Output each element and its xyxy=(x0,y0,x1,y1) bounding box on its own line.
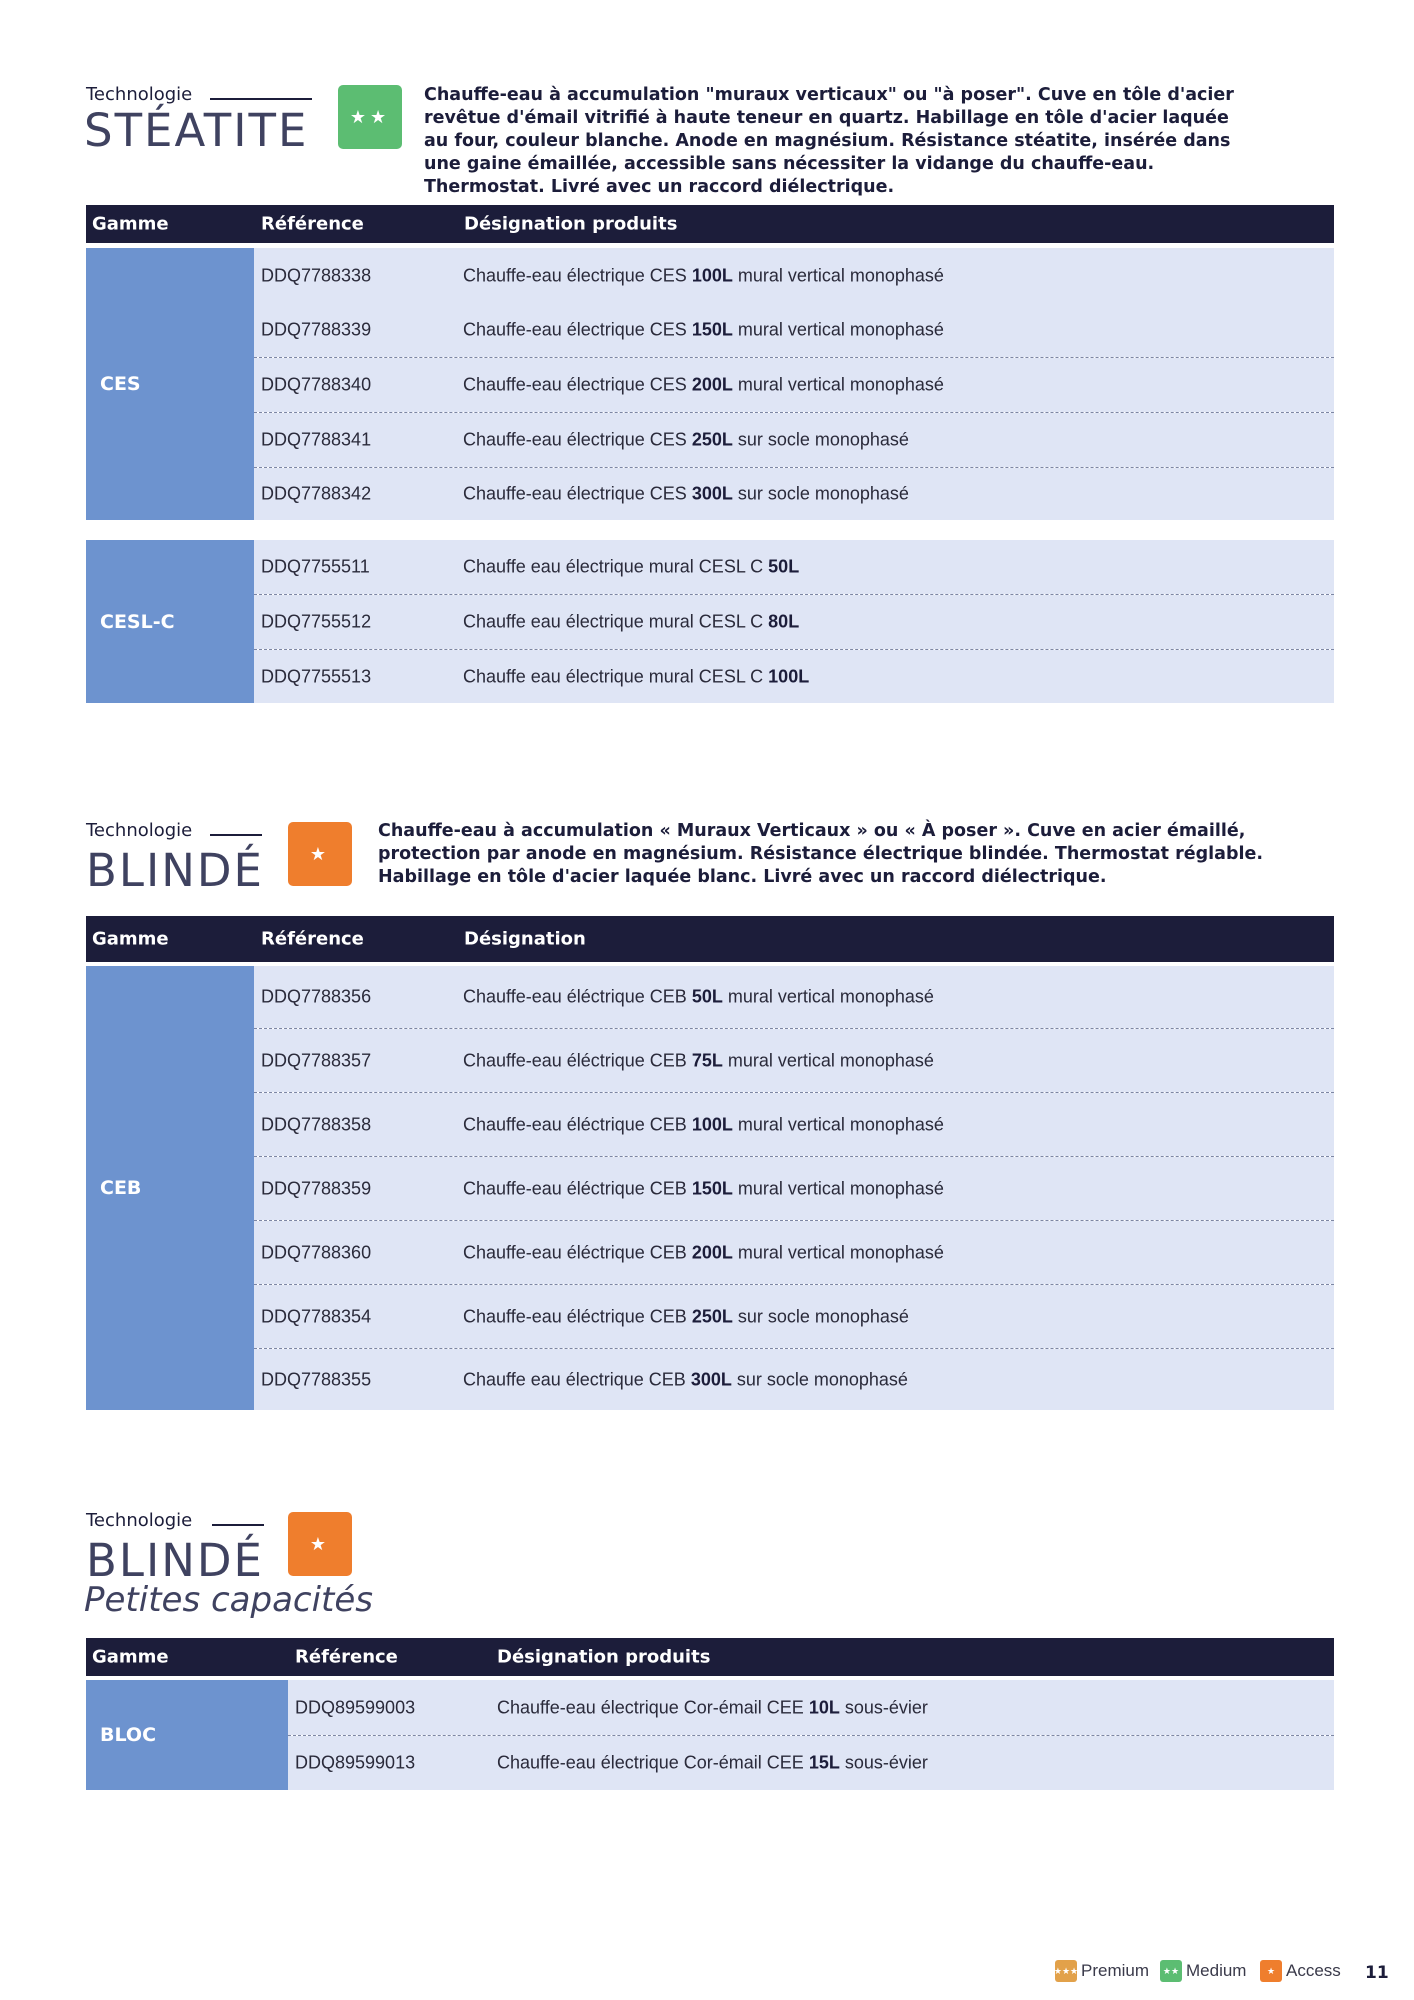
designation-cell: Chauffe-eau éléctrique CEB 200L mural vertical monophasé xyxy=(463,1242,944,1262)
designation-cell: Chauffe-eau électrique CES 200L mural vertical monophasé xyxy=(463,374,944,395)
designation-cell: Chauffe eau électrique mural CESL C 80L xyxy=(463,611,800,632)
section-title: STÉATITE xyxy=(84,104,309,157)
desc-line: protection par anode en magnésium. Résistance électrique blindée. Thermostat réglable. xyxy=(378,844,1263,864)
desc-line: une gaine émaillée, accessible sans nécessiter la vidange du chauffe-eau. xyxy=(424,154,1155,174)
tech-rule xyxy=(212,1524,264,1526)
gamme-cell xyxy=(86,966,254,1410)
gamme-label: CEB xyxy=(100,1177,142,1199)
product-table xyxy=(86,1638,1334,1794)
tech-rule xyxy=(210,834,262,836)
header-designation: Désignation xyxy=(464,928,586,950)
designation-cell: Chauffe-eau éléctrique CEB 50L mural vertical monophasé xyxy=(463,986,934,1007)
medium-badge-icon: ★★ xyxy=(338,85,402,149)
legend-premium xyxy=(1055,1960,1149,1982)
gamme-cell xyxy=(86,1680,288,1790)
table-row xyxy=(254,966,1334,1028)
desc-line: Chauffe-eau à accumulation "muraux verticaux" ou "à poser". Cuve en tôle d'acier xyxy=(424,85,1234,105)
premium-badge-icon: ★★★ xyxy=(1055,1960,1077,1982)
tech-label: Technologie xyxy=(86,84,193,105)
reference-cell: DDQ7755512 xyxy=(261,611,372,632)
desc-line: revêtue d'émail vitrifié à haute teneur en quartz. Habillage en tôle d'acier laquée xyxy=(424,108,1229,128)
table-row xyxy=(254,1093,1334,1156)
gamme-cell xyxy=(86,540,254,703)
table-row xyxy=(254,1285,1334,1348)
legend-label: Access xyxy=(1286,1961,1341,1980)
reference-cell: DDQ7788358 xyxy=(261,1114,372,1134)
designation-cell: Chauffe-eau éléctrique CEB 75L mural vertical monophasé xyxy=(463,1050,934,1070)
access-badge-icon: ★ xyxy=(288,822,352,886)
section-title: BLINDÉ xyxy=(86,844,264,897)
section-description xyxy=(378,820,1328,889)
designation-cell: Chauffe-eau électrique CES 100L mural vertical monophasé xyxy=(463,265,944,285)
reference-cell: DDQ7788360 xyxy=(261,1242,372,1262)
table-header xyxy=(86,1638,1334,1676)
header-designation: Désignation produits xyxy=(464,213,678,235)
header-designation: Désignation produits xyxy=(497,1646,711,1668)
section-title: BLINDÉ xyxy=(86,1534,264,1587)
table-row xyxy=(254,303,1334,357)
table-row xyxy=(254,1029,1334,1092)
legend-label: Medium xyxy=(1186,1961,1247,1980)
table-header xyxy=(86,205,1334,243)
reference-cell: DDQ89599003 xyxy=(295,1697,416,1717)
access-badge-icon: ★ xyxy=(1260,1960,1282,1982)
gamme-label: CES xyxy=(100,373,141,395)
designation-cell: Chauffe eau électrique mural CESL C 50L xyxy=(463,556,800,577)
header-gamme: Gamme xyxy=(92,1646,169,1668)
access-badge-icon: ★ xyxy=(288,1512,352,1576)
designation-cell: Chauffe eau électrique CEB 300L sur socle monophasé xyxy=(463,1369,908,1389)
reference-cell: DDQ7788339 xyxy=(261,319,372,340)
table-row xyxy=(254,540,1334,594)
table-row xyxy=(254,650,1334,703)
table-row xyxy=(254,595,1334,649)
designation-cell: Chauffe-eau éléctrique CEB 100L mural vertical monophasé xyxy=(463,1114,944,1134)
table-row xyxy=(254,358,1334,412)
table-row xyxy=(288,1680,1334,1735)
table-row xyxy=(254,413,1334,467)
table-row xyxy=(288,1736,1334,1790)
desc-line: Chauffe-eau à accumulation « Muraux Verticaux » ou « À poser ». Cuve en acier émaillé, xyxy=(378,821,1246,841)
tech-rule xyxy=(210,98,312,100)
reference-cell: DDQ7788341 xyxy=(261,429,372,450)
header-reference: Référence xyxy=(261,928,364,950)
tech-label: Technologie xyxy=(86,820,193,841)
designation-cell: Chauffe-eau électrique CES 150L mural vertical monophasé xyxy=(463,319,944,340)
reference-cell: DDQ7788359 xyxy=(261,1178,372,1198)
reference-cell: DDQ7755511 xyxy=(261,556,370,577)
header-reference: Référence xyxy=(261,213,364,235)
desc-line: au four, couleur blanche. Anode en magnésium. Résistance stéatite, insérée dans xyxy=(424,131,1231,151)
designation-cell: Chauffe-eau éléctrique CEB 150L mural vertical monophasé xyxy=(463,1178,944,1198)
product-table xyxy=(86,916,1334,1411)
reference-cell: DDQ7788340 xyxy=(261,374,372,395)
designation-cell: Chauffe-eau électrique Cor-émail CEE 10L sous-évier xyxy=(497,1697,928,1717)
table-row xyxy=(254,1221,1334,1284)
table-row xyxy=(254,248,1334,303)
table-row xyxy=(254,1157,1334,1220)
table-row xyxy=(254,1349,1334,1410)
table-row xyxy=(254,468,1334,520)
table-header xyxy=(86,916,1334,962)
reference-cell: DDQ7788356 xyxy=(261,986,372,1007)
gamme-label: BLOC xyxy=(100,1724,157,1746)
page-number: 11 xyxy=(1365,1963,1389,1983)
legend-label: Premium xyxy=(1081,1961,1150,1980)
legend-medium xyxy=(1160,1960,1246,1982)
gamme-label: CESL-C xyxy=(100,610,175,633)
desc-line: Thermostat. Livré avec un raccord diélectrique. xyxy=(424,177,895,197)
header-gamme: Gamme xyxy=(92,928,169,950)
designation-cell: Chauffe-eau électrique CES 250L sur socle monophasé xyxy=(463,429,909,450)
medium-badge-icon: ★★ xyxy=(1160,1960,1182,1982)
designation-cell: Chauffe-eau électrique Cor-émail CEE 15L sous-évier xyxy=(497,1752,928,1773)
reference-cell: DDQ7788338 xyxy=(261,265,372,285)
designation-cell: Chauffe eau électrique mural CESL C 100L xyxy=(463,666,810,686)
reference-cell: DDQ89599013 xyxy=(295,1752,416,1773)
section-description xyxy=(424,84,1324,199)
reference-cell: DDQ7788354 xyxy=(261,1306,372,1326)
designation-cell: Chauffe-eau éléctrique CEB 250L sur socle monophasé xyxy=(463,1306,909,1326)
header-reference: Référence xyxy=(295,1646,398,1668)
reference-cell: DDQ7788355 xyxy=(261,1369,372,1389)
reference-cell: DDQ7755513 xyxy=(261,666,372,686)
gamme-cell xyxy=(86,248,254,520)
reference-cell: DDQ7788342 xyxy=(261,483,372,504)
tech-label: Technologie xyxy=(86,1510,193,1531)
header-gamme: Gamme xyxy=(92,213,169,235)
legend-access xyxy=(1260,1960,1341,1982)
section-subtitle: Petites capacités xyxy=(84,1580,374,1620)
product-table xyxy=(86,205,1334,705)
desc-line: Habillage en tôle d'acier laquée blanc. Livré avec un raccord diélectrique. xyxy=(378,867,1107,887)
reference-cell: DDQ7788357 xyxy=(261,1050,372,1070)
designation-cell: Chauffe-eau électrique CES 300L sur socle monophasé xyxy=(463,483,909,504)
